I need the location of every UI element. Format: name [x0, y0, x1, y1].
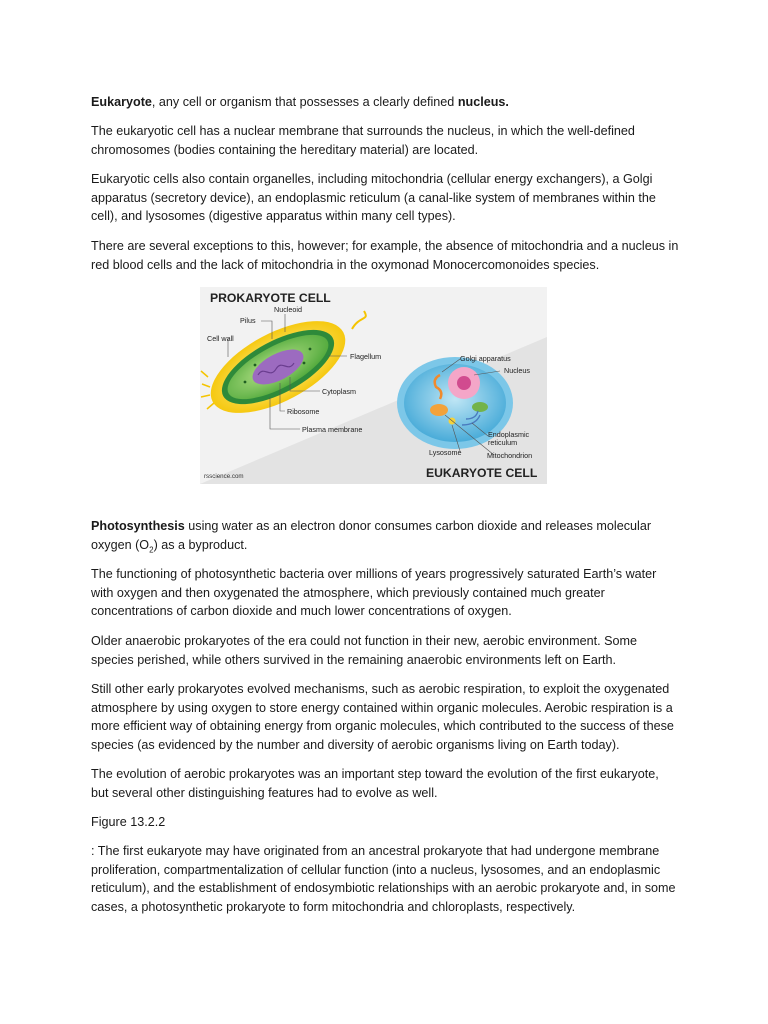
label-nucleus: Nucleus — [504, 366, 530, 375]
photosynthesis-text: using water as an electron donor consumes carbon dioxide and releases molecular oxygen (O — [91, 519, 652, 552]
cell-diagram — [200, 287, 547, 484]
term-photosynthesis: Photosynthesis — [91, 519, 185, 533]
paragraph-first-eukaryote: : The first eukaryote may have originated from an ancestral prokaryote that had undergone membrane proliferation, compartmentalization of cellular function (into a nucleus, lysosomes, and an endoplasmic reticulum), and the establishment of endosymbiotic relationships with an aerobic prokaryote and, in some cases, a photosynthetic prokaryote to form mitochondria and chloroplasts, respectively. — [91, 844, 676, 914]
photosynthesis-text-end: ) as a byproduct. — [153, 537, 248, 552]
mitochondrion-shape — [430, 404, 448, 416]
label-reticulum: reticulum — [488, 438, 518, 447]
paragraph-photosynthetic-bacteria: The functioning of photosynthetic bacteria over millions of years progressively saturated Earth’s water with oxygen and then oxygenated the atmosphere, which previously contained much greater concentrations of carbon dioxide and much lower concentrations of oxygen. — [91, 567, 657, 619]
label-endoplasmic: Endoplasmic — [488, 430, 530, 439]
term-nucleus: nucleus. — [457, 95, 509, 109]
label-pilus: Pilus — [240, 316, 256, 325]
paragraph-organelles: Eukaryotic cells also contain organelles, including mitochondria (cellular energy exchangers), a Golgi apparatus (secretory device), an endoplasmic reticulum (a canal-like system of membranes within the cell), and lysosomes (digestive apparatus within many cell types). — [91, 172, 656, 224]
paragraph-anaerobic: Older anaerobic prokaryotes of the era could not function in their new, aerobic environment. Some species perished, while others survived in the remaining anaerobic environments left on Earth. — [91, 634, 638, 667]
label-golgi-apparatus: Golgi apparatus — [460, 354, 511, 363]
paragraph-nuclear-membrane: The eukaryotic cell has a nuclear membrane that surrounds the nucleus, in which the well-defined chromosomes (bodies containing the hereditary material) are located. — [91, 124, 635, 157]
label-flagellum: Flagellum — [350, 352, 382, 361]
paragraph-photosynthesis — [91, 517, 679, 560]
prokaryote-title: PROKARYOTE CELL — [210, 291, 331, 305]
term-eukaryote: Eukaryote — [91, 95, 152, 109]
eukaryote-title: EUKARYOTE CELL — [426, 466, 538, 480]
label-cytoplasm: Cytoplasm — [322, 387, 356, 396]
cell-comparison-figure — [200, 287, 547, 484]
paragraph-aerobic-respiration: Still other early prokaryotes evolved mechanisms, such as aerobic respiration, to exploit the oxygenated atmosphere by using oxygen to store energy contained within organic molecules. Aerobic respiration is a more efficient way of obtaining energy from organic molecules, which contributed to the success of these species (as evidenced by the number and diversity of aerobic organisms living on Earth today). — [91, 682, 674, 752]
label-nucleoid: Nucleoid — [274, 305, 302, 314]
figure-caption: Figure 13.2.2 — [91, 815, 166, 829]
label-plasma-membrane: Plasma membrane — [302, 425, 363, 434]
paragraph-evolution: The evolution of aerobic prokaryotes was an important step toward the evolution of the first eukaryote, but several other distinguishing features had to evolve as well. — [91, 767, 659, 800]
label-lysosome: Lysosome — [429, 448, 462, 457]
label-mitochondrion: Mitochondrion — [487, 451, 533, 460]
chloroplast-like-shape — [472, 402, 488, 412]
label-cell-wall: Cell wall — [207, 334, 234, 343]
paragraph-eukaryote-definition — [91, 93, 679, 112]
paragraph-exceptions: There are several exceptions to this, however; for example, the absence of mitochondria and a nucleus in red blood cells and the lack of mitochondria in the oxymonad Monocercomonoides species. — [91, 239, 679, 272]
nucleolus-shape — [457, 376, 471, 390]
label-ribosome: Ribosome — [287, 407, 320, 416]
figure-source: rsscience.com — [204, 473, 244, 480]
definition-text: , any cell or organism that possesses a clearly defined — [151, 95, 458, 109]
subscript-two: 2 — [149, 545, 154, 555]
